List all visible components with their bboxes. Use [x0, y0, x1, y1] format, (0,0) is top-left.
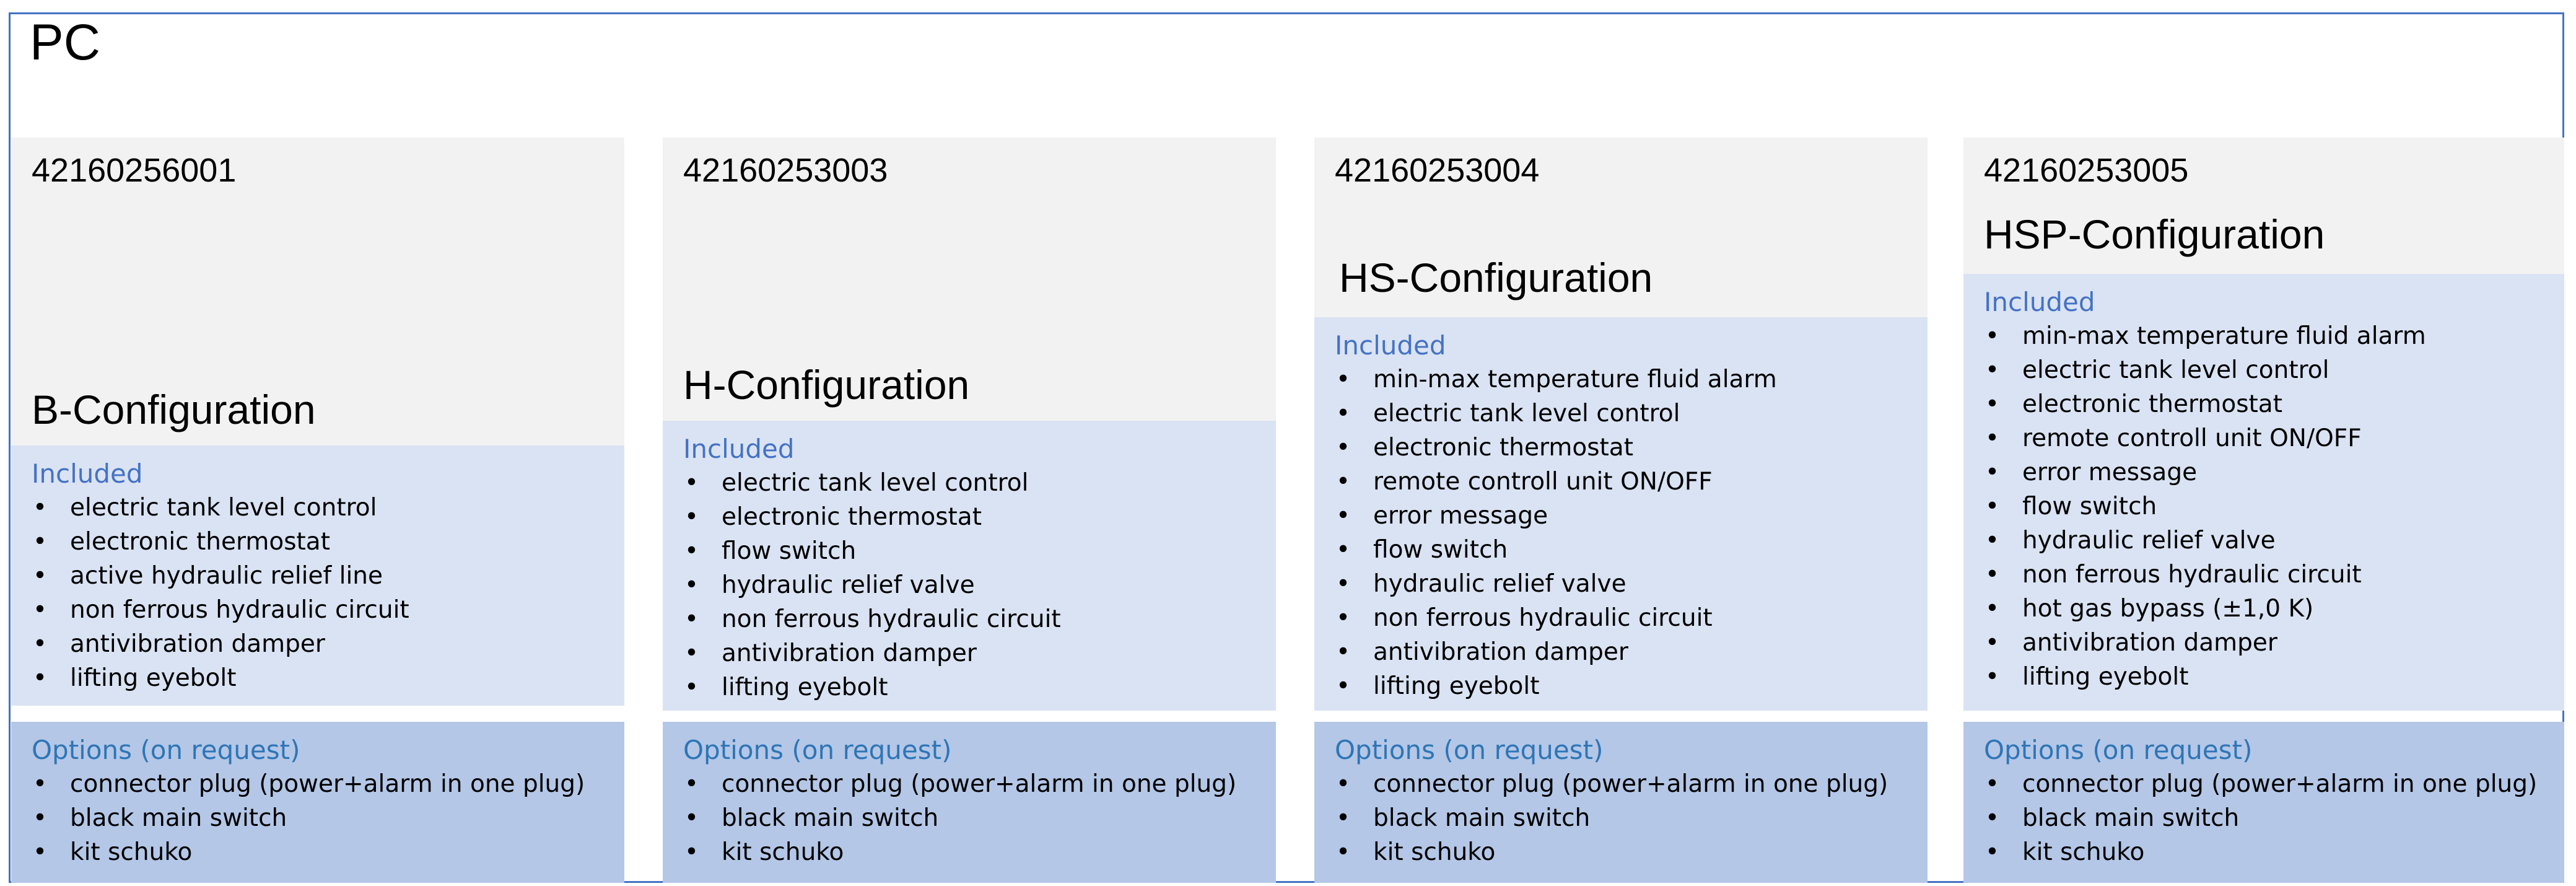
- config-column-b: [11, 138, 624, 883]
- list-item-text: black main switch: [2022, 804, 2240, 832]
- bullet-icon: •: [1336, 434, 1351, 462]
- bullet-icon: •: [1985, 424, 2000, 452]
- article-number: 42160253005: [1984, 152, 2189, 189]
- bullet-icon: •: [1336, 838, 1351, 866]
- options-title: Options (on request): [1335, 735, 1604, 765]
- included-section: [11, 445, 624, 706]
- configuration-title: B-Configuration: [32, 387, 316, 432]
- included-section: [663, 421, 1276, 711]
- list-item: [1984, 353, 2426, 387]
- options-section: [1314, 722, 1928, 883]
- included-title: Included: [1335, 330, 1446, 361]
- list-item-text: hydraulic relief valve: [722, 571, 975, 599]
- list-item: [683, 670, 1061, 704]
- list-item: [683, 466, 1061, 500]
- bullet-icon: •: [1336, 570, 1351, 598]
- bullet-icon: •: [1336, 400, 1351, 428]
- bullet-icon: •: [33, 664, 48, 692]
- column-header: [1314, 138, 1928, 317]
- bullet-icon: •: [1985, 838, 2000, 866]
- column-header: [1963, 138, 2564, 274]
- list-item: [1335, 669, 1777, 703]
- list-item-text: antivibration damper: [2022, 629, 2277, 657]
- list-item-text: electronic thermostat: [2022, 390, 2282, 418]
- list-item: [32, 525, 409, 559]
- list-item-text: electric tank level control: [722, 469, 1029, 497]
- bullet-icon: •: [33, 528, 48, 556]
- bullet-icon: •: [1985, 595, 2000, 623]
- bullet-icon: •: [1985, 356, 2000, 384]
- list-item: [32, 559, 409, 593]
- configuration-title: HSP-Configuration: [1984, 211, 2325, 257]
- bullet-icon: •: [1336, 366, 1351, 393]
- list-item: [1984, 767, 2537, 801]
- bullet-icon: •: [684, 503, 699, 531]
- list-item: [32, 627, 409, 661]
- list-item-text: antivibration damper: [70, 630, 325, 658]
- list-item: [683, 801, 1236, 835]
- list-item: [1335, 499, 1777, 533]
- list-item-text: kit schuko: [70, 838, 193, 866]
- bullet-icon: •: [33, 494, 48, 522]
- list-item-text: non ferrous hydraulic circuit: [70, 596, 409, 624]
- list-item-text: flow switch: [1373, 536, 1508, 564]
- included-section: [1314, 317, 1928, 711]
- bullet-icon: •: [1336, 502, 1351, 530]
- list-item: [32, 593, 409, 627]
- bullet-icon: •: [1336, 638, 1351, 666]
- config-column-hsp: [1963, 138, 2564, 883]
- list-item-text: black main switch: [1373, 804, 1591, 832]
- page-title: PC: [30, 14, 100, 71]
- list-item: [1984, 592, 2426, 626]
- options-title: Options (on request): [1984, 735, 2253, 765]
- bullet-icon: •: [33, 562, 48, 590]
- list-item: [1335, 567, 1777, 601]
- bullet-icon: •: [684, 537, 699, 565]
- list-item: [1335, 431, 1777, 465]
- bullet-icon: •: [684, 673, 699, 701]
- list-item: [1984, 626, 2426, 660]
- included-section: [1963, 274, 2564, 711]
- list-item-text: lifting eyebolt: [70, 664, 237, 692]
- bullet-icon: •: [33, 630, 48, 658]
- list-item: [1335, 835, 1888, 869]
- list-item: [683, 636, 1061, 670]
- list-item: [683, 534, 1061, 568]
- bullet-icon: •: [684, 639, 699, 667]
- list-item: [1984, 319, 2426, 353]
- list-item: [32, 661, 409, 695]
- bullet-icon: •: [1985, 390, 2000, 418]
- config-column-hs: [1314, 138, 1928, 883]
- bullet-icon: •: [1336, 672, 1351, 700]
- list-item: [32, 801, 585, 835]
- list-item-text: min-max temperature fluid alarm: [1373, 366, 1777, 393]
- list-item: [683, 835, 1236, 869]
- bullet-icon: •: [1985, 458, 2000, 486]
- config-column-h: [663, 138, 1276, 883]
- bullet-icon: •: [1985, 804, 2000, 832]
- bullet-icon: •: [1336, 770, 1351, 798]
- bullet-icon: •: [1985, 561, 2000, 589]
- list-item: [32, 835, 585, 869]
- list-item-text: black main switch: [70, 804, 287, 832]
- included-title: Included: [683, 434, 795, 464]
- list-item-text: lifting eyebolt: [1373, 672, 1540, 700]
- list-item-text: non ferrous hydraulic circuit: [2022, 561, 2362, 589]
- list-item-text: connector plug (power+alarm in one plug): [1373, 770, 1888, 798]
- list-item-text: remote controll unit ON/OFF: [2022, 424, 2362, 452]
- list-item: [1984, 835, 2537, 869]
- list-item-text: hot gas bypass (±1,0 K): [2022, 595, 2314, 623]
- options-list: [32, 767, 585, 869]
- list-item: [1984, 387, 2426, 421]
- list-item: [1335, 362, 1777, 397]
- bullet-icon: •: [1985, 322, 2000, 350]
- list-item-text: hydraulic relief valve: [2022, 527, 2276, 555]
- list-item-text: non ferrous hydraulic circuit: [722, 605, 1061, 633]
- list-item-text: electronic thermostat: [1373, 434, 1633, 462]
- options-list: [683, 767, 1236, 869]
- bullet-icon: •: [1336, 804, 1351, 832]
- list-item-text: error message: [1373, 502, 1548, 530]
- column-header: [11, 138, 624, 445]
- list-item-text: error message: [2022, 458, 2198, 486]
- list-item: [1984, 489, 2426, 524]
- list-item-text: electronic thermostat: [70, 528, 330, 556]
- list-item: [1984, 455, 2426, 489]
- bullet-icon: •: [33, 838, 48, 866]
- bullet-icon: •: [684, 469, 699, 497]
- list-item: [1335, 801, 1888, 835]
- list-item-text: electric tank level control: [1373, 400, 1680, 428]
- included-title: Included: [32, 458, 143, 489]
- list-item-text: flow switch: [2022, 493, 2157, 520]
- list-item-text: lifting eyebolt: [2022, 663, 2189, 691]
- list-item: [1335, 601, 1777, 635]
- list-item: [1335, 533, 1777, 567]
- list-item-text: min-max temperature fluid alarm: [2022, 322, 2426, 350]
- bullet-icon: •: [1336, 536, 1351, 564]
- options-list: [1335, 767, 1888, 869]
- list-item-text: connector plug (power+alarm in one plug): [2022, 770, 2538, 798]
- list-item: [1984, 801, 2537, 835]
- options-section: [663, 722, 1276, 883]
- list-item-text: flow switch: [722, 537, 857, 565]
- bullet-icon: •: [33, 804, 48, 832]
- list-item-text: electric tank level control: [70, 494, 377, 522]
- list-item-text: kit schuko: [1373, 838, 1496, 866]
- list-item-text: connector plug (power+alarm in one plug): [70, 770, 585, 798]
- list-item: [1335, 635, 1777, 669]
- list-item: [1984, 660, 2426, 694]
- included-list: [1984, 319, 2426, 694]
- options-title: Options (on request): [32, 735, 300, 765]
- list-item: [683, 602, 1061, 636]
- list-item-text: electric tank level control: [2022, 356, 2329, 384]
- configuration-title: H-Configuration: [683, 362, 970, 408]
- list-item-text: electronic thermostat: [722, 503, 982, 531]
- list-item: [1984, 421, 2426, 455]
- column-header: [663, 138, 1276, 421]
- bullet-icon: •: [684, 804, 699, 832]
- options-section: [1963, 722, 2564, 883]
- list-item-text: active hydraulic relief line: [70, 562, 383, 590]
- list-item: [1335, 397, 1777, 431]
- list-item: [32, 491, 409, 525]
- bullet-icon: •: [1336, 468, 1351, 496]
- list-item-text: black main switch: [722, 804, 939, 832]
- included-list: [683, 466, 1061, 704]
- list-item: [1984, 558, 2426, 592]
- bullet-icon: •: [1985, 527, 2000, 555]
- options-list: [1984, 767, 2537, 869]
- bullet-icon: •: [33, 596, 48, 624]
- bullet-icon: •: [1985, 629, 2000, 657]
- list-item: [1984, 524, 2426, 558]
- list-item: [683, 500, 1061, 534]
- article-number: 42160256001: [32, 152, 237, 189]
- list-item-text: non ferrous hydraulic circuit: [1373, 604, 1713, 632]
- options-title: Options (on request): [683, 735, 952, 765]
- included-title: Included: [1984, 287, 2095, 317]
- list-item-text: connector plug (power+alarm in one plug): [722, 770, 1237, 798]
- list-item: [683, 568, 1061, 602]
- bullet-icon: •: [684, 770, 699, 798]
- list-item-text: lifting eyebolt: [722, 673, 888, 701]
- list-item-text: antivibration damper: [1373, 638, 1628, 666]
- bullet-icon: •: [1985, 663, 2000, 691]
- bullet-icon: •: [1985, 493, 2000, 520]
- bullet-icon: •: [684, 571, 699, 599]
- bullet-icon: •: [684, 838, 699, 866]
- list-item: [1335, 465, 1777, 499]
- list-item-text: kit schuko: [2022, 838, 2145, 866]
- list-item-text: remote controll unit ON/OFF: [1373, 468, 1713, 496]
- article-number: 42160253003: [683, 152, 888, 189]
- list-item: [1335, 767, 1888, 801]
- configuration-title: HS-Configuration: [1339, 255, 1653, 300]
- list-item-text: hydraulic relief valve: [1373, 570, 1626, 598]
- bullet-icon: •: [1985, 770, 2000, 798]
- bullet-icon: •: [684, 605, 699, 633]
- included-list: [32, 491, 409, 695]
- list-item-text: antivibration damper: [722, 639, 977, 667]
- article-number: 42160253004: [1335, 152, 1540, 189]
- included-list: [1335, 362, 1777, 703]
- list-item: [32, 767, 585, 801]
- bullet-icon: •: [33, 770, 48, 798]
- bullet-icon: •: [1336, 604, 1351, 632]
- list-item-text: kit schuko: [722, 838, 844, 866]
- options-section: [11, 722, 624, 883]
- list-item: [683, 767, 1236, 801]
